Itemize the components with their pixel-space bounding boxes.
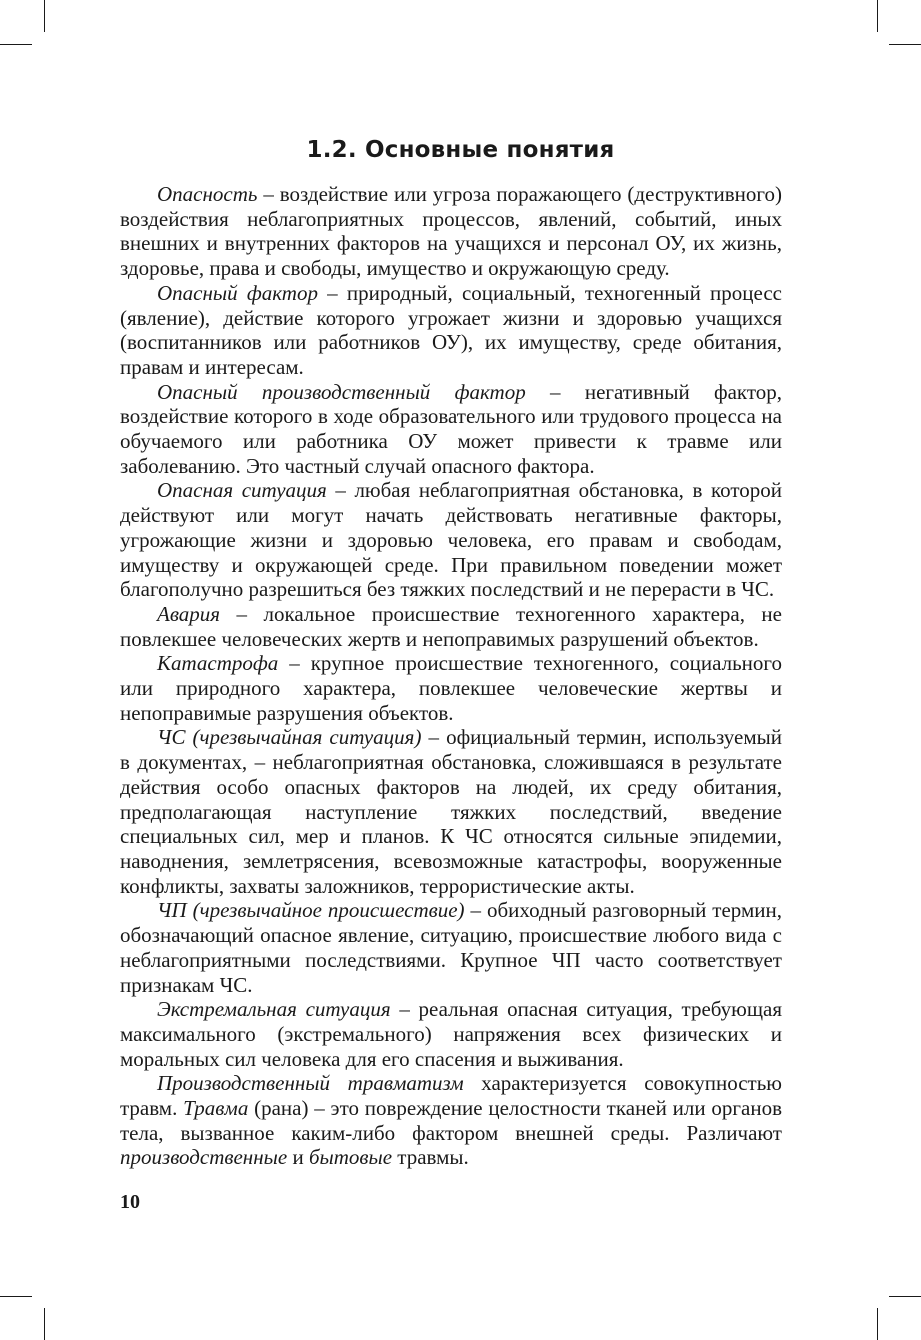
definition-paragraph <box>120 898 782 997</box>
definition-text: – природный, социальный, техногенный процесс (явление), действие которого угрожает жизни и здоровью учащихся (воспитанников или работников ОУ), их имуществу, среде обитания, правам и интересам. <box>120 280 783 379</box>
definition-text: – официальный термин, используемый в документах, – неблагоприятная обстановка, сложившаяся в результате действия особо опасных факторов на людей, их среду обитания, предполагающая наступление тяжких последствий, введение специальных сил, мер и планов. К ЧС относятся сильные эпидемии, наводнения, землетрясения, всевозможные катастрофы, вооруженные конфликты, захваты заложников, террористические акты. <box>120 725 782 898</box>
definition-term: ЧП (чрезвычайное происшествие) <box>157 898 465 923</box>
definition-term: Опасная ситуация <box>157 478 327 503</box>
definition-term: Травма <box>183 1096 249 1121</box>
crop-mark-top-left <box>44 0 45 32</box>
page-number: 10 <box>120 1191 140 1213</box>
crop-mark-top-right-horizontal <box>889 44 921 45</box>
definition-text: – негативный фактор, воздействие которого в ходе образовательного или трудового процесса на обучаемого или работника ОУ может привести к травме или заболеванию. Это частный случай опасного фактора. <box>120 379 782 478</box>
definition-term: Опасность <box>157 182 258 206</box>
definition-text: характеризуется совокупностью травм. <box>120 1071 782 1121</box>
definition-term: Опасный производственный фактор <box>157 379 526 404</box>
definition-term: Производственный травматизм <box>157 1071 464 1096</box>
crop-mark-bottom-left <box>44 1308 45 1340</box>
section-title: 1.2. Основные понятия <box>306 137 615 163</box>
definition-paragraph <box>120 281 782 380</box>
definition-term: Катастрофа <box>157 651 279 676</box>
definition-term: Опасный фактор <box>157 280 318 305</box>
definition-paragraph <box>120 380 782 479</box>
definition-term: Экстремальная ситуация <box>157 997 391 1022</box>
definition-text: травмы. <box>392 1145 469 1170</box>
definition-text: – крупное происшествие техногенного, социального или природного характера, повлекшее человеческие жертвы и непоправимые разрушения объектов. <box>120 651 782 725</box>
definition-paragraph <box>120 602 782 651</box>
definition-term: бытовые <box>308 1145 393 1170</box>
definition-term: Авария <box>157 601 221 626</box>
definition-term: ЧС (чрезвычайная ситуация) <box>157 725 422 750</box>
definition-text: – обиходный разговорный термин, обозначающий опасное явление, ситуацию, происшествие любого вида с неблагоприятными последствиями. Крупное ЧП часто соответствует признакам ЧС. <box>120 898 782 997</box>
definition-term: производственные <box>120 1145 288 1170</box>
definition-paragraph <box>120 997 782 1071</box>
crop-mark-bottom-left-horizontal <box>0 1296 32 1297</box>
body-text <box>120 182 782 1170</box>
definition-text: – воздействие или угроза поражающего (деструктивного) воздействия неблагоприятных процессов, явлений, событий, иных внешних и внутренних факторов на учащихся и персонал ОУ, их жизнь, здоровье, права и свободы, имущество и окружающую среду. <box>120 182 782 281</box>
crop-mark-bottom-right <box>877 1308 878 1340</box>
crop-mark-top-right <box>877 0 878 32</box>
definition-text: – реальная опасная ситуация, требующая максимального (экстремального) напряжения всех физических и моральных сил человека для его спасения и выживания. <box>120 997 783 1071</box>
definition-paragraph <box>120 651 782 725</box>
definition-text: (рана) – это повреждение целостности тканей или органов тела, вызванное каким-либо фактором внешней среды. Различают <box>120 1096 782 1145</box>
definition-paragraph <box>120 182 782 281</box>
crop-mark-bottom-right-horizontal <box>889 1296 921 1297</box>
definition-text: – локальное происшествие техногенного характера, не повлекшее человеческих жертв и непоправимых разрушений объектов. <box>120 601 782 651</box>
definition-text: и <box>287 1145 309 1170</box>
definition-paragraph <box>120 478 782 602</box>
definition-paragraph <box>120 725 782 898</box>
definition-paragraph-last <box>120 1071 782 1170</box>
crop-mark-top-left-horizontal <box>0 44 32 45</box>
definition-text: – любая неблагоприятная обстановка, в которой действуют или могут начать действовать негативные факторы, угрожающие жизни и здоровью человека, его правам и свободам, имуществу и окружающей среде. При правильном поведении может благополучно разрешиться без тяжких последствий и не перерасти в ЧС. <box>120 478 782 602</box>
